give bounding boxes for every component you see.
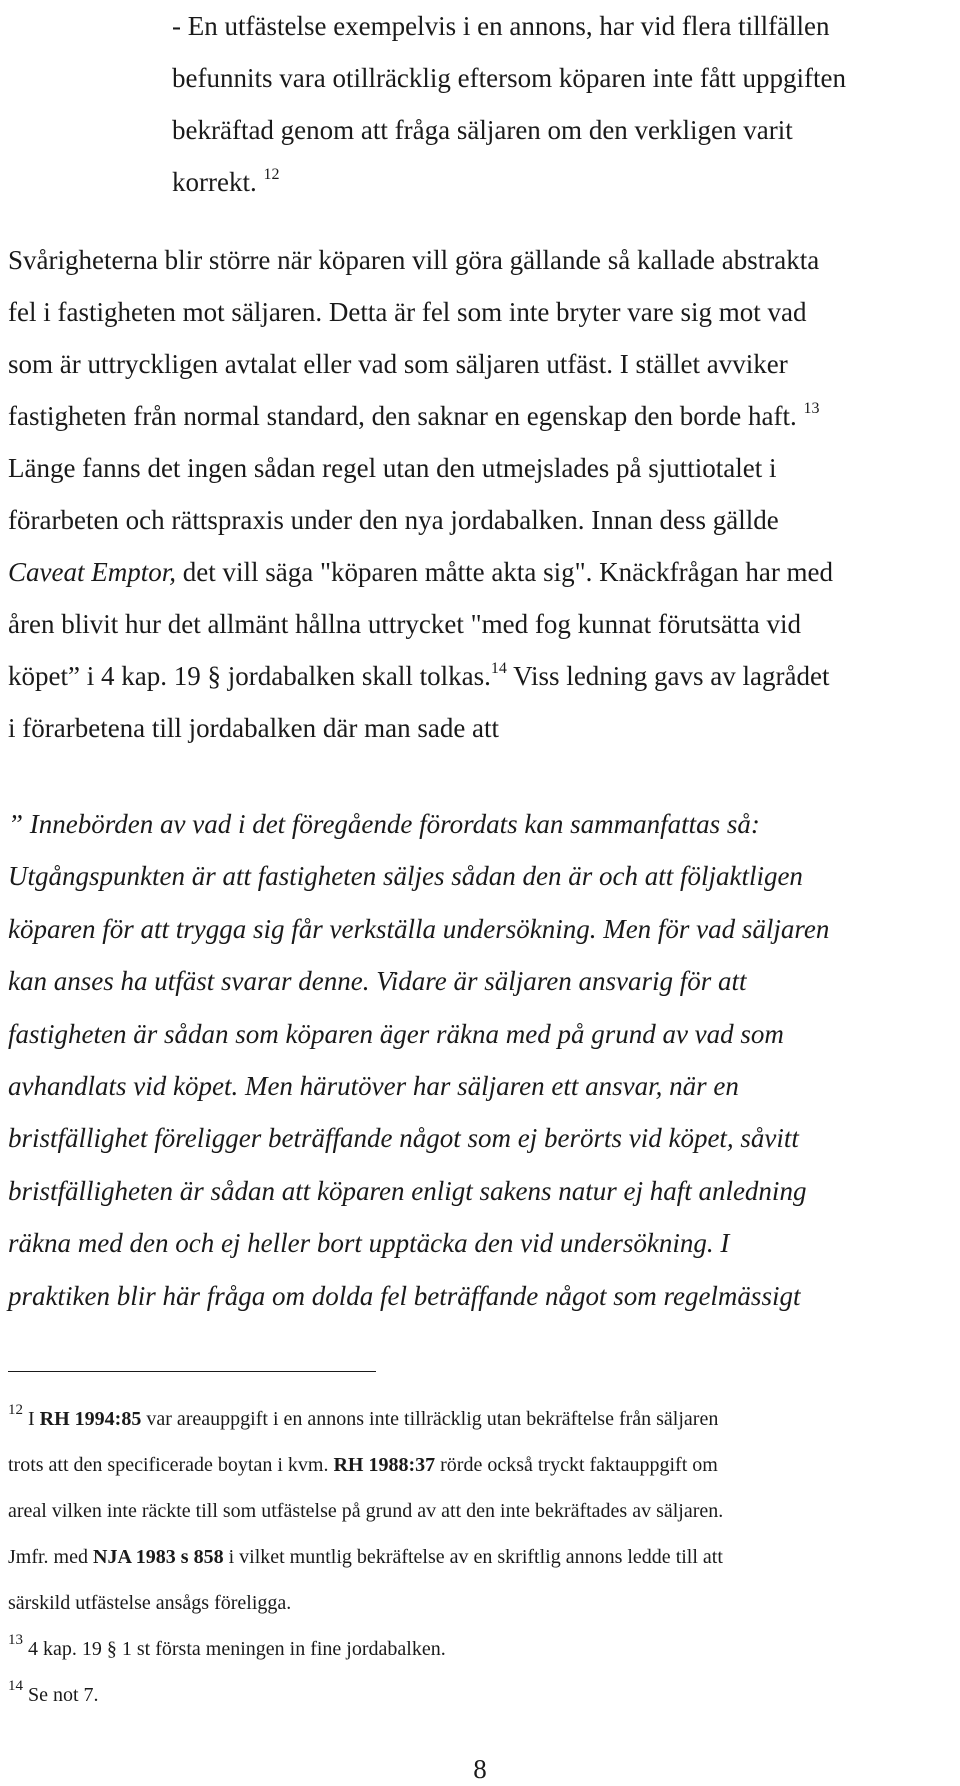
paragraph-text: köpet” i 4 kap. 19 (8, 661, 208, 691)
footnote-text: Se not 7. (23, 1684, 99, 1706)
section-sign: § (207, 661, 221, 691)
block-quote (8, 798, 948, 1322)
paragraph-line: Länge fanns det ingen sådan regel utan den utmejslades på sjuttiotalet i (8, 453, 777, 483)
footnote-text: i vilket muntlig bekräftelse av en skriftlig annons ledde till att (223, 1546, 723, 1568)
bullet-line: bekräftad genom att fråga säljaren om den verkligen varit (172, 115, 793, 145)
case-reference: NJA 1983 s 858 (93, 1546, 224, 1568)
footnotes (8, 1396, 953, 1718)
bullet-text: korrekt. (172, 167, 257, 197)
quote-line: Utgångspunkten är att fastigheten säljes sådan den är och att följaktligen (8, 861, 803, 892)
latin-term: Caveat Emptor, (8, 557, 176, 587)
quote-line: räkna med den och ej heller bort upptäcka den vid undersökning. I (8, 1228, 730, 1259)
paragraph-line (8, 650, 948, 702)
bullet-line: befunnits vara otillräcklig eftersom köparen inte fått uppgiften (172, 63, 847, 93)
quote-line: bristfälligheten är sådan att köparen enligt sakens natur ej haft anledning (8, 1175, 807, 1206)
footnote-12-line (8, 1442, 953, 1488)
quote-line: köparen för att trygga sig får verkställa undersökning. Men för vad säljaren (8, 913, 830, 944)
paragraph-line: Svårigheterna blir större när köparen vill göra gällande så kallade abstrakta (8, 245, 820, 275)
footnote-number: 13 (8, 1632, 23, 1649)
case-reference: RH 1988:37 (333, 1454, 436, 1476)
case-reference: RH 1994:85 (39, 1408, 142, 1430)
footnote-text: rörde också tryckt faktauppgift om (435, 1454, 718, 1476)
paragraph-text: det vill säga "köparen måtte akta sig". Knäckfrågan har med (176, 557, 834, 587)
paragraph-line: förarbeten och rättspraxis under den nya jordabalken. Innan dess gällde (8, 505, 779, 535)
footnote-12-line: areal vilken inte räckte till som utfästelse på grund av att den inte bekräftades av säljaren. (8, 1500, 724, 1522)
footnote-text: trots att den specificerade boytan i kvm. (8, 1454, 334, 1476)
paragraph-line: som är uttryckligen avtalat eller vad som säljaren utfäst. I stället avviker (8, 349, 788, 379)
quote-line: ” Innebörden av vad i det föregående förordats kan sammanfattas så: (8, 809, 760, 839)
footnote-ref-12: 12 (263, 166, 280, 183)
quote-line: praktiken blir här fråga om dolda fel beträffande något som regelmässigt (8, 1280, 801, 1311)
footnote-12-line (8, 1534, 953, 1580)
paragraph-line: åren blivit hur det allmänt hållna uttrycket "med fog kunnat förutsätta vid (8, 609, 802, 639)
paragraph-line: i förarbetena till jordabalken där man sade att (8, 713, 500, 743)
quote-line: fastigheten är sådan som köparen äger räkna med på grund av vad som (8, 1018, 784, 1049)
bullet-item (172, 0, 942, 208)
page-number: 8 (473, 1754, 487, 1784)
footnote-text: 1 st första meningen in fine jordabalken. (116, 1638, 446, 1660)
paragraph-text: Viss ledning gavs av lagrådet (506, 661, 830, 691)
footnote-separator (8, 1371, 376, 1372)
paragraph-line (8, 390, 948, 442)
body-paragraph (8, 234, 948, 754)
paragraph-line (8, 546, 948, 598)
quote-line: kan anses ha utfäst svarar denne. Vidare är säljaren ansvarig för att (8, 966, 747, 997)
footnote-text: 4 kap. 19 (23, 1638, 107, 1660)
footnote-14 (8, 1672, 953, 1718)
footnote-text: Jmfr. med (8, 1546, 93, 1568)
quote-line: bristfällighet föreligger beträffande något som ej berörts vid köpet, såvitt (8, 1123, 799, 1154)
section-sign: § (106, 1638, 117, 1660)
bullet-line (172, 156, 942, 208)
quote-line: avhandlats vid köpet. Men härutöver har säljaren ett ansvar, när en (8, 1071, 739, 1102)
paragraph-line: fel i fastigheten mot säljaren. Detta är fel som inte bryter vare sig mot vad (8, 297, 807, 327)
footnote-13 (8, 1626, 953, 1672)
paragraph-text: jordabalken skall tolkas. (220, 661, 491, 691)
footnote-12 (8, 1396, 953, 1442)
paragraph-text: fastigheten från normal standard, den saknar en egenskap den borde haft. (8, 401, 797, 431)
footnote-12-line: särskild utfästelse ansågs föreligga. (8, 1592, 292, 1614)
footnote-ref-14: 14 (490, 660, 507, 677)
footnote-number: 12 (8, 1402, 23, 1419)
footnote-text: var areauppgift i en annons inte tillräcklig utan bekräftelse från säljaren (141, 1408, 719, 1430)
footnote-ref-13: 13 (803, 400, 820, 417)
footnote-number: 14 (8, 1678, 23, 1695)
bullet-line: - En utfästelse exempelvis i en annons, har vid flera tillfällen (172, 11, 830, 41)
footnote-text: I (23, 1408, 40, 1430)
